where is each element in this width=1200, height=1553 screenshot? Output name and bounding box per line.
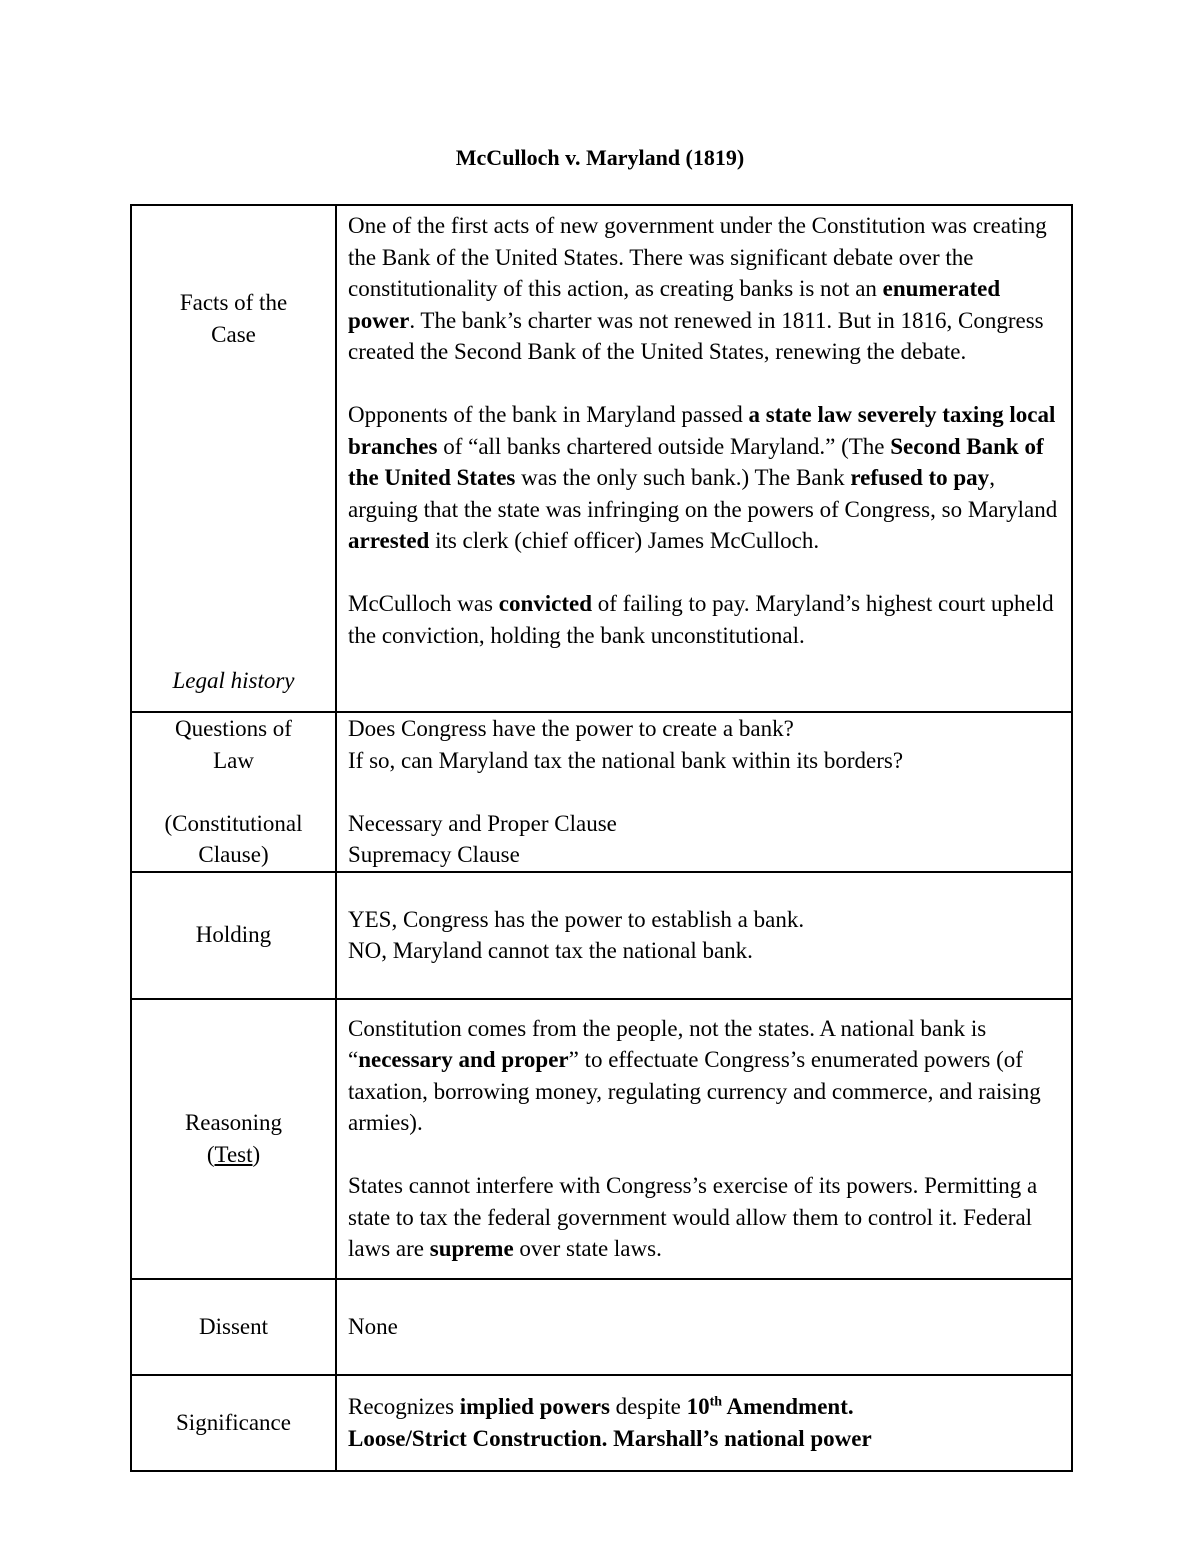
questions-label-line4: Clause) [198, 842, 269, 867]
holding-row [131, 872, 1072, 999]
significance-row [131, 1375, 1072, 1471]
dissent-label-cell [131, 1279, 336, 1375]
reasoning-value-cell [336, 999, 1072, 1279]
holding-label: Holding [195, 922, 272, 948]
questions-row [131, 712, 1072, 872]
facts-value-cell [336, 205, 1072, 712]
facts-label-line2: Case [211, 321, 256, 347]
questions-label-line2: Law [213, 747, 254, 773]
reasoning-paragraph-2: States cannot interfere with Congress’s exercise of its powers. Permitting a state to tax the federal government would allow them to control it. Federal laws are supreme over state laws. [348, 1173, 1038, 1261]
dissent-value: None [348, 1313, 398, 1339]
questions-label-line1: Questions of [175, 716, 292, 741]
dissent-label: Dissent [199, 1313, 268, 1339]
case-brief-table [130, 204, 1073, 1472]
facts-row [131, 205, 1072, 712]
reasoning-paragraph-1: Constitution comes from the people, not the states. A national bank is “necessary and proper” to effectuate Congress’s enumerated powers (of taxation, borrowing money, regulating currency and commerce, and raising armies). [348, 1015, 1041, 1135]
significance-label-cell [131, 1375, 336, 1471]
holding-value-cell [336, 872, 1072, 999]
facts-label-line1: Facts of the [179, 290, 288, 315]
dissent-value-cell [336, 1279, 1072, 1375]
question-2: If so, can Maryland tax the national bank within its borders? [348, 747, 904, 773]
significance-line-2: Loose/Strict Construction. Marshall’s national power [348, 1425, 872, 1451]
page-title: McCulloch v. Maryland (1819) [455, 145, 745, 170]
facts-paragraph-1: One of the first acts of new government under the Constitution was creating the Bank of the United States. There was significant debate over the constitutionality of this action, as creating banks is not an enumerated power. The bank’s charter was not renewed in 1811. But in 1816, Congress created the Second Bank of the United States, renewing the debate. [348, 213, 1047, 364]
significance-value-cell [336, 1375, 1072, 1471]
legal-history-label: Legal history [172, 668, 295, 693]
facts-paragraph-2: Opponents of the bank in Maryland passed a state law severely taxing local branches of “all banks chartered outside Maryland.” (The Second Bank of the United States was the only such bank.) The Bank refused to pay, arguing that the state was infringing on the powers of Congress, so Maryland arrested its clerk (chief officer) James McCulloch. [348, 402, 1058, 553]
facts-label-cell [131, 205, 336, 712]
significance-label: Significance [176, 1409, 291, 1435]
holding-line-1: YES, Congress has the power to establish a bank. [348, 906, 805, 932]
questions-label-line3: (Constitutional [164, 810, 303, 836]
clause-2: Supremacy Clause [348, 842, 520, 867]
dissent-row [131, 1279, 1072, 1375]
clause-1: Necessary and Proper Clause [348, 810, 617, 836]
questions-value-cell [336, 712, 1072, 872]
question-1: Does Congress have the power to create a bank? [348, 716, 794, 741]
reasoning-test-label: (Test) [206, 1141, 261, 1167]
significance-line-1: Recognizes implied powers despite 10th Amendment. [348, 1394, 854, 1419]
facts-paragraph-3: McCulloch was convicted of failing to pay. Maryland’s highest court upheld the conviction, holding the bank unconstitutional. [348, 591, 1054, 648]
reasoning-label-cell [131, 999, 336, 1279]
holding-label-cell [131, 872, 336, 999]
questions-label-cell [131, 712, 336, 872]
holding-line-2: NO, Maryland cannot tax the national bank. [348, 938, 753, 963]
reasoning-row [131, 999, 1072, 1279]
reasoning-label: Reasoning [184, 1110, 283, 1135]
